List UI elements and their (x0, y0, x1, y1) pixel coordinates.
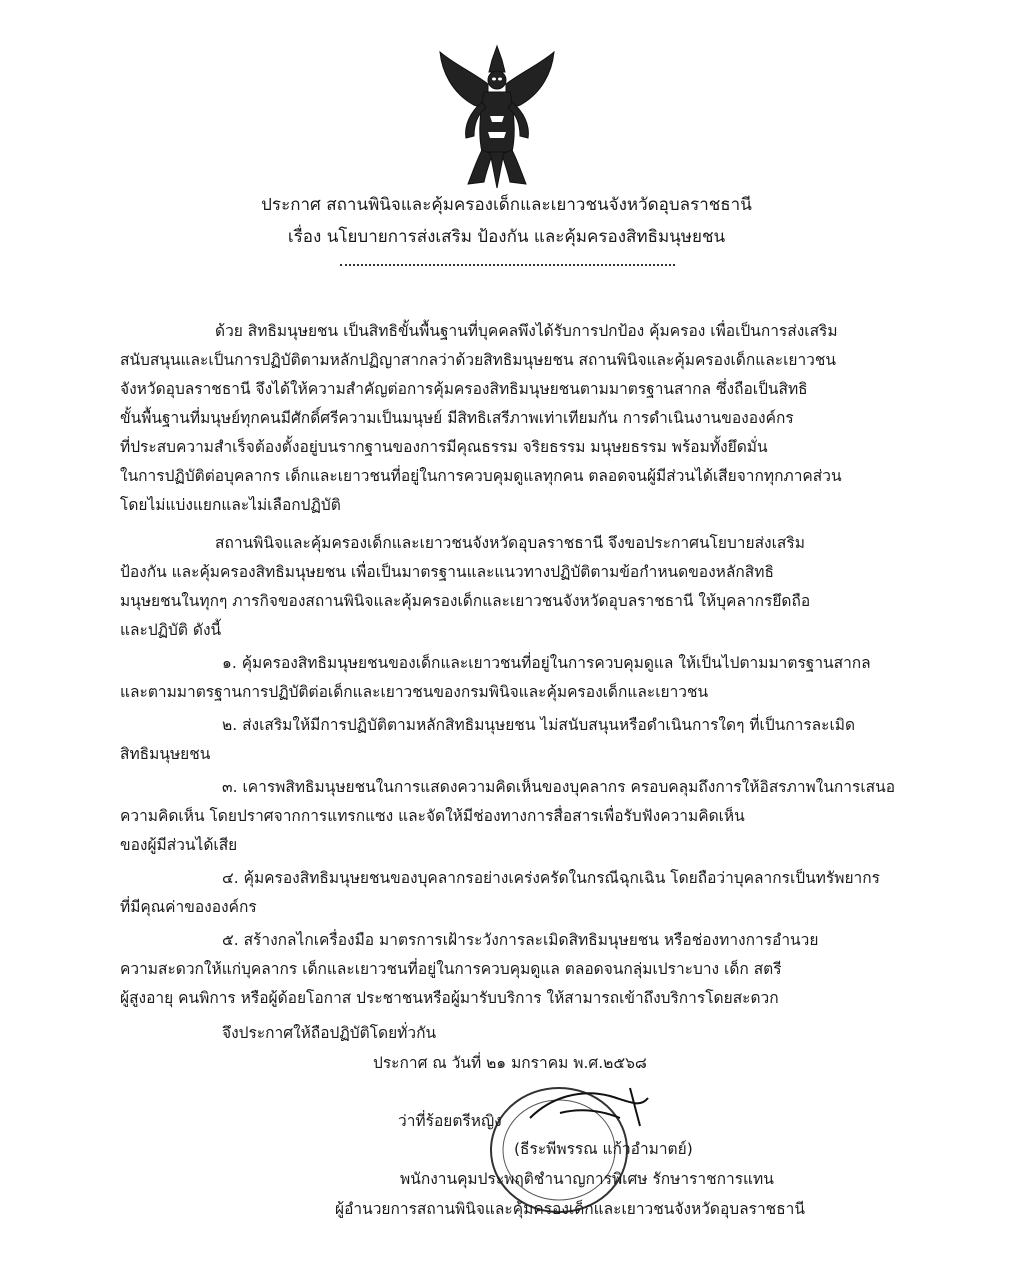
handwritten-signature (520, 1078, 660, 1138)
policy-item-2: ๒. ส่งเสริมให้มีการปฏิบัติตามหลักสิทธิมนุษยชน ไม่สนับสนุนหรือดำเนินการใดๆ ที่เป็นการละเมิด (222, 716, 856, 734)
paragraph-2-line: และปฏิบัติ ดังนี้ (120, 621, 222, 639)
paragraph-1-line: ด้วย สิทธิมนุษยชน เป็นสิทธิขั้นพื้นฐานที่บุคคลพึงได้รับการปกป้อง คุ้มครอง เพื่อเป็นการส่งเสริม (215, 322, 838, 340)
policy-item-4-cont: ที่มีคุณค่าขององค์กร (120, 898, 257, 916)
paragraph-2-line: ป้องกัน และคุ้มครองสิทธิมนุษยชน เพื่อเป็นมาตรฐานและแนวทางปฏิบัติตามข้อกำหนดของหลักสิทธิ (120, 563, 774, 581)
paragraph-1-line: ในการปฏิบัติต่อบุคลากร เด็กและเยาวชนที่อยู่ในการควบคุมดูแลทุกคน ตลอดจนผู้มีส่วนได้เสียจากทุกภาคส่วน (120, 467, 842, 485)
paragraph-1-line: สนับสนุนและเป็นการปฏิบัติตามหลักปฏิญาสากลว่าด้วยสิทธิมนุษยชน สถานพินิจและคุ้มครองเด็กและเยาวชน (120, 351, 836, 369)
paragraph-1-line: จังหวัดอุบลราชธานี จึงได้ให้ความสำคัญต่อการคุ้มครองสิทธิมนุษยชนตามมาตรฐานสากล ซึ่งถือเป็นสิทธิ (120, 380, 808, 398)
garuda-emblem (432, 42, 562, 190)
policy-item-5-cont: ความสะดวกให้แก่บุคลากร เด็กและเยาวชนที่อยู่ในการควบคุมดูแล ตลอดจนกลุ่มเปราะบาง เด็ก สตรี (120, 960, 782, 978)
policy-item-5-cont: ผู้สูงอายุ คนพิการ หรือผู้ด้อยโอกาส ประชาชนหรือผู้มารับบริการ ให้สามารถเข้าถึงบริการโดยสะดวก (120, 989, 779, 1007)
signer-rank: ว่าที่ร้อยตรีหญิง (398, 1112, 502, 1130)
paragraph-2-line: สถานพินิจและคุ้มครองเด็กและเยาวชนจังหวัดอุบลราชธานี จึงขอประกาศนโยบายส่งเสริม (215, 534, 805, 552)
policy-item-3: ๓. เคารพสิทธิมนุษยชนในการแสดงความคิดเห็นของบุคลากร ครอบคลุมถึงการให้อิสรภาพในการเสนอ (222, 778, 896, 796)
announcement-date: ประกาศ ณ วันที่ ๒๑ มกราคม พ.ศ.๒๕๖๘ (373, 1054, 647, 1072)
announcement-subject: เรื่อง นโยบายการส่งเสริม ป้องกัน และคุ้มครองสิทธิมนุษยชน (287, 227, 726, 247)
signer-position: พนักงานคุมประพฤติชำนาญการพิเศษ รักษาราชการแทน (400, 1170, 774, 1188)
signer-name: (ธีระพีพรรณ แก้วอำมาตย์) (514, 1140, 693, 1158)
paragraph-1-line: ที่ประสบความสำเร็จต้องตั้งอยู่บนรากฐานของการมีคุณธรรม จริยธรรม มนุษยธรรม พร้อมทั้งยึดมั่น (120, 438, 768, 456)
policy-item-1: ๑. คุ้มครองสิทธิมนุษยชนของเด็กและเยาวชนที่อยู่ในการควบคุมดูแล ให้เป็นไปตามมาตรฐานสากล (222, 654, 871, 672)
signer-organization: ผู้อำนวยการสถานพินิจและคุ้มครองเด็กและเยาวชนจังหวัดอุบลราชธานี (335, 1200, 805, 1218)
policy-item-3-cont: ของผู้มีส่วนได้เสีย (120, 836, 238, 854)
paragraph-1-line: โดยไม่แบ่งแยกและไม่เลือกปฏิบัติ (120, 496, 341, 514)
policy-item-3-cont: ความคิดเห็น โดยปราศจากการแทรกแซง และจัดให้มีช่องทางการสื่อสารเพื่อรับฟังความคิดเห็น (120, 807, 745, 825)
paragraph-1-line: ขั้นพื้นฐานที่มนุษย์ทุกคนมีศักดิ์ศรีความเป็นมนุษย์ มีสิทธิเสรีภาพเท่าเทียมกัน การดำเนินงานขององค์กร (120, 409, 794, 427)
policy-item-2-cont: สิทธิมนุษยชน (120, 745, 211, 763)
closing-statement: จึงประกาศให้ถือปฏิบัติโดยทั่วกัน (222, 1024, 437, 1042)
announcement-title: ประกาศ สถานพินิจและคุ้มครองเด็กและเยาวชนจังหวัดอุบลราชธานี (261, 195, 752, 215)
paragraph-2-line: มนุษยชนในทุกๆ ภารกิจของสถานพินิจและคุ้มครองเด็กและเยาวชนจังหวัดอุบลราชธานี ให้บุคลากรยึดถือ (120, 592, 811, 610)
policy-item-4: ๔. คุ้มครองสิทธิมนุษยชนของบุคลากรอย่างเคร่งครัดในกรณีฉุกเฉิน โดยถือว่าบุคลากรเป็นทรัพยากร (222, 869, 880, 887)
title-divider (340, 264, 675, 266)
policy-item-5: ๕. สร้างกลไกเครื่องมือ มาตรการเฝ้าระวังการละเมิดสิทธิมนุษยชน หรือช่องทางการอำนวย (222, 931, 819, 949)
policy-item-1-cont: และตามมาตรฐานการปฏิบัติต่อเด็กและเยาวชนของกรมพินิจและคุ้มครองเด็กและเยาวชน (120, 683, 709, 701)
